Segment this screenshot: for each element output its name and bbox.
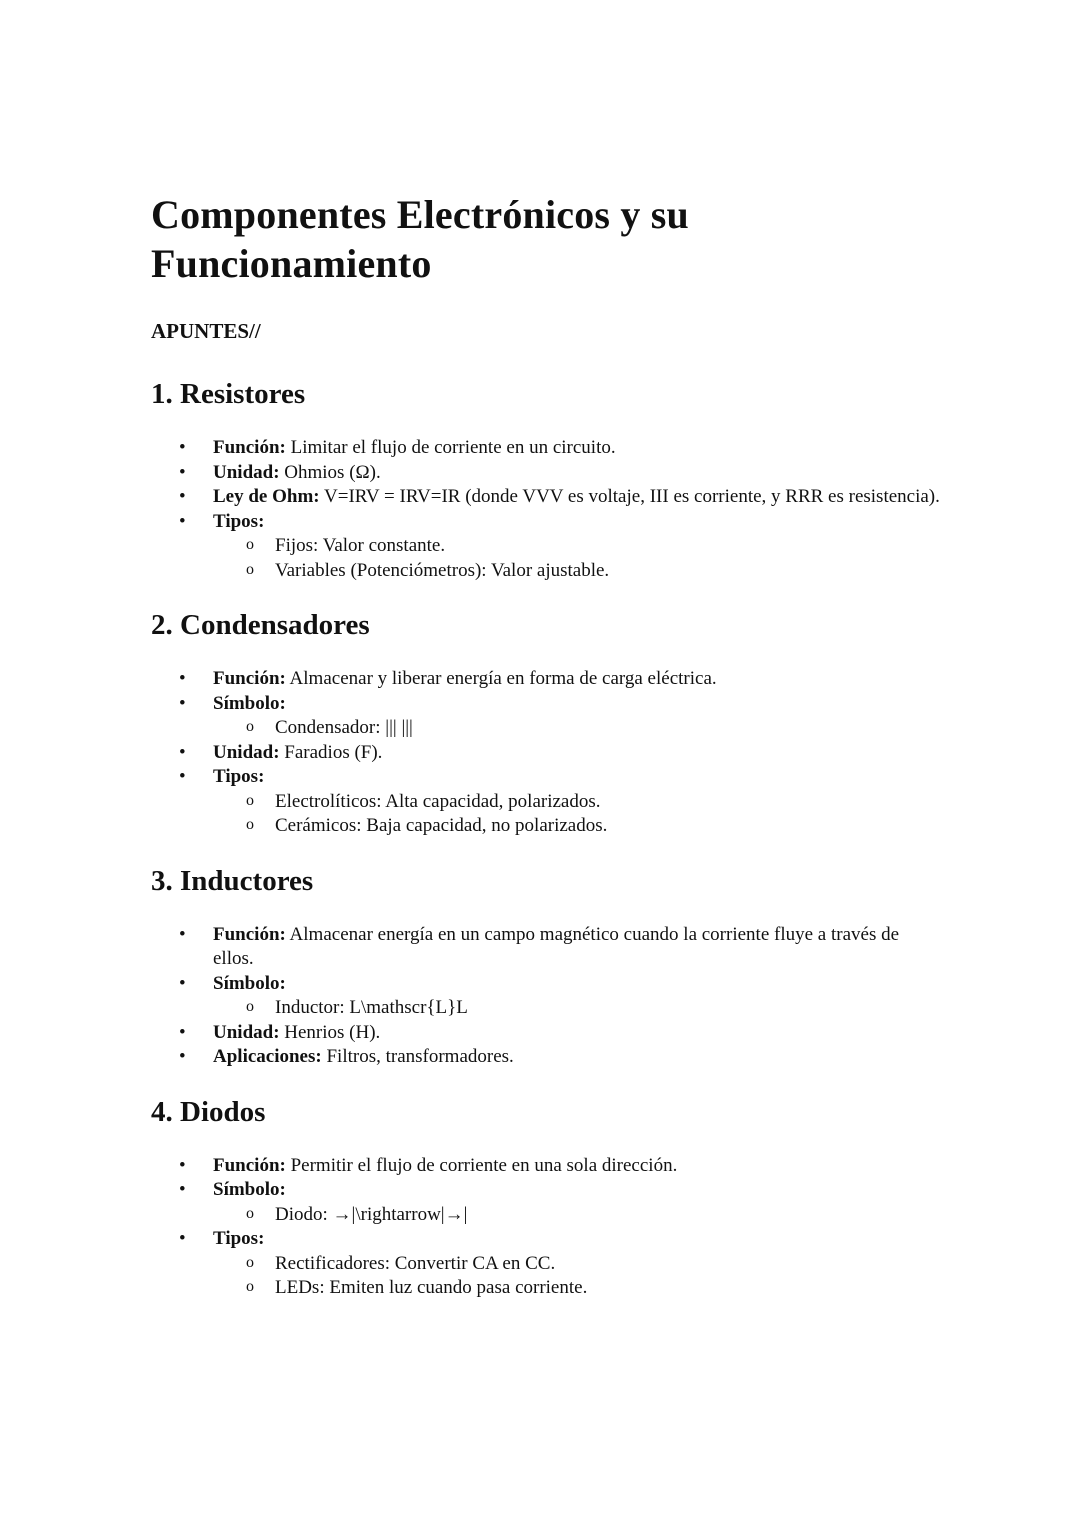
sub-list [213, 790, 941, 839]
item-label: Tipos: [213, 766, 265, 787]
sub-list [213, 716, 941, 741]
item-text: Henrios (H). [279, 1021, 381, 1043]
item-label: Función: [213, 923, 286, 945]
item-label: Tipos: [213, 510, 265, 532]
sub-list-item: o LEDs: Emiten luz cuando pasa corriente. [213, 1276, 941, 1301]
item-text: Permitir el flujo de corriente en una sola dirección. [285, 1154, 678, 1176]
item-label: Símbolo: [213, 972, 286, 994]
sub-list-item: o Electrolíticos: Alta capacidad, polarizados. [213, 790, 941, 815]
section-heading: 2. Condensadores [151, 609, 370, 641]
sub-list [213, 1203, 941, 1228]
sub-list-item: o Rectificadores: Convertir CA en CC. [213, 1252, 941, 1277]
item-label: Símbolo: [213, 1179, 286, 1200]
item-text: Faradios (F). [279, 741, 383, 763]
list-item [151, 972, 941, 1021]
bullet-list [151, 436, 941, 583]
list-item [151, 741, 941, 766]
list-item [151, 1227, 941, 1301]
sub-list-item: o Cerámicos: Baja capacidad, no polarizados. [213, 814, 941, 839]
list-item [151, 436, 941, 461]
sub-list-item: o Fijos: Valor constante. [213, 534, 941, 559]
sub-list-item: o Variables (Potenciómetros): Valor ajustable. [213, 559, 941, 584]
page-title: Componentes Electrónicos y su Funcionamiento [151, 192, 690, 286]
section [151, 607, 941, 839]
list-item [151, 1178, 941, 1227]
list-item [151, 1045, 941, 1070]
sub-list [213, 534, 941, 583]
item-label: Unidad: [213, 1021, 280, 1043]
item-text: Filtros, transformadores. [321, 1046, 514, 1067]
item-label: Unidad: [213, 461, 280, 483]
list-item [151, 510, 941, 584]
bullet-list [151, 923, 941, 1070]
list-item [151, 765, 941, 839]
list-item [151, 485, 941, 510]
section-heading: 4. Diodos [151, 1095, 266, 1128]
item-text: Limitar el flujo de corriente en un circuito. [285, 437, 616, 458]
list-item [151, 461, 941, 486]
section-heading: 3. Inductores [151, 864, 314, 897]
sub-list [213, 996, 941, 1021]
section [151, 863, 941, 1070]
sections [151, 376, 941, 1301]
item-label: Unidad: [213, 741, 280, 763]
document-content [151, 190, 941, 1301]
item-text: Almacenar y liberar energía en forma de carga eléctrica. [285, 668, 717, 689]
sub-list-item: o Condensador: ||| ||| [213, 716, 941, 741]
item-label: Símbolo: [213, 692, 286, 714]
section [151, 376, 941, 583]
item-label: Tipos: [213, 1228, 265, 1249]
sub-list-item: o Diodo: →|\rightarrow|→| [213, 1203, 941, 1228]
section-heading: 1. Resistores [151, 378, 306, 410]
subtitle: APUNTES// [151, 319, 261, 343]
sub-list [213, 1252, 941, 1301]
bullet-list [151, 1154, 941, 1301]
sub-list-item: o Inductor: L\mathscr{L}L [213, 996, 941, 1021]
item-label: Función: [213, 668, 286, 689]
list-item [151, 1021, 941, 1046]
section [151, 1094, 941, 1301]
item-text: Ohmios (Ω). [279, 461, 381, 483]
item-text: V=IRV = IRV=IR (donde VVV es voltaje, III es corriente, y RRR es resistencia). [319, 486, 940, 507]
item-label: Función: [213, 437, 286, 458]
bullet-list [151, 667, 941, 839]
item-label: Ley de Ohm: [213, 486, 320, 507]
item-text: Almacenar energía en un campo magnético cuando la corriente fluye a través de ellos. [213, 923, 900, 969]
item-label: Aplicaciones: [213, 1046, 322, 1067]
list-item [151, 1154, 941, 1179]
item-label: Función: [213, 1154, 286, 1176]
list-item [151, 692, 941, 741]
list-item [151, 923, 941, 972]
list-item [151, 667, 941, 692]
